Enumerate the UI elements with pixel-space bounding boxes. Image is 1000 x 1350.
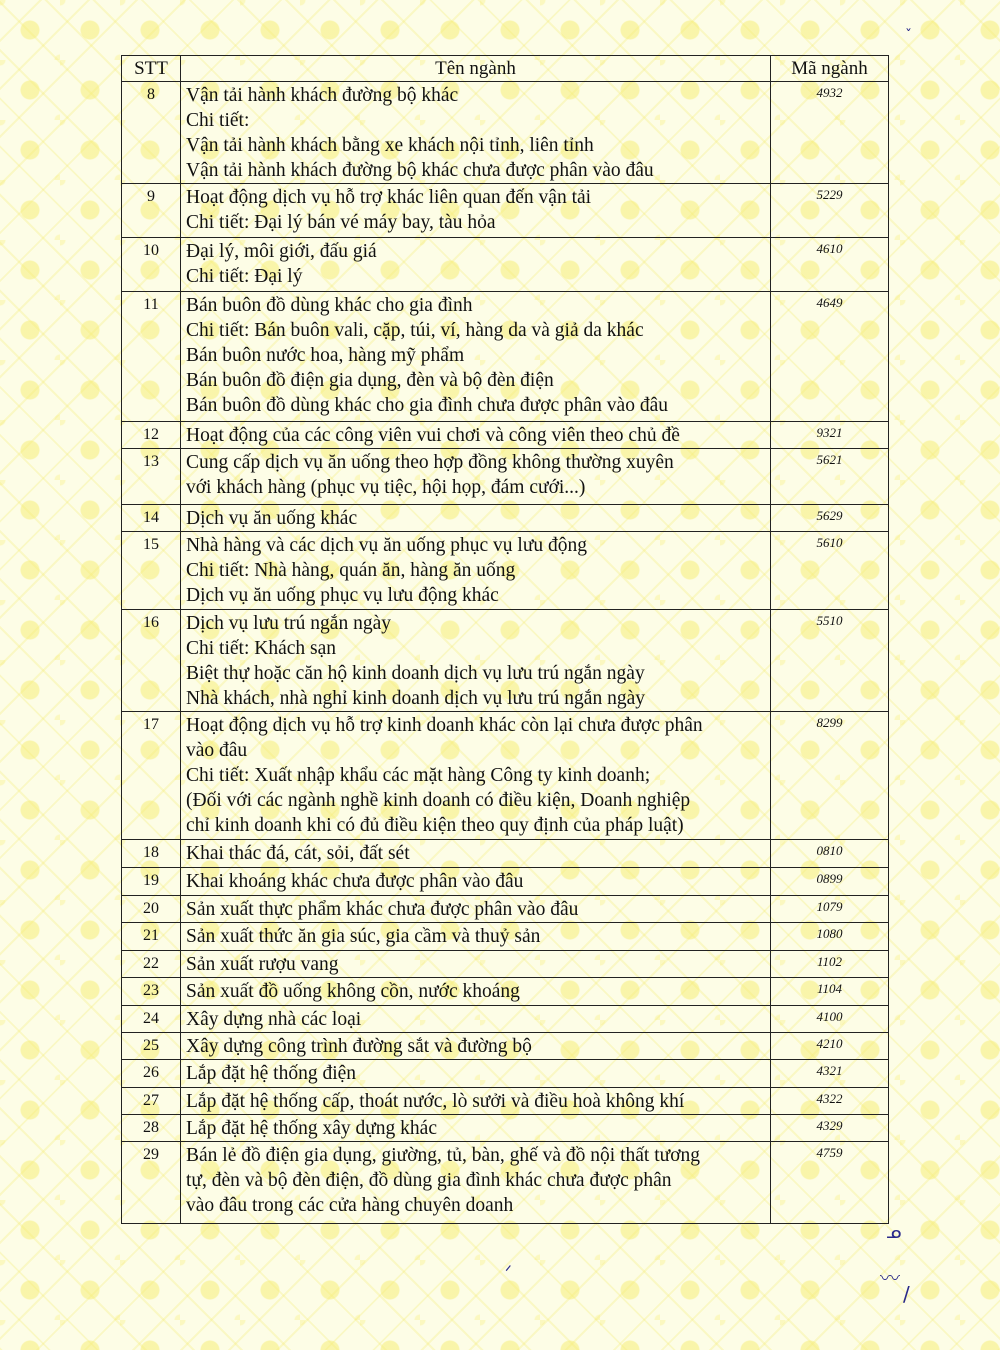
row-industry-code: 4759 [771, 1142, 889, 1224]
industry-name-line: Dịch vụ ăn uống khác [186, 508, 358, 529]
row-industry-code: 4321 [771, 1060, 889, 1088]
row-industry-code: 4932 [771, 82, 889, 184]
industry-name-line: Biệt thự hoặc căn hộ kinh doanh dịch vụ lưu trú ngắn ngày [186, 663, 645, 684]
pen-mark-bottom-center: ᐟ [505, 1262, 512, 1281]
table-row [122, 1142, 889, 1224]
row-industry-code: 5610 [771, 532, 889, 610]
row-industry-name [181, 951, 771, 978]
industry-name-line: Khai khoáng khác chưa được phân vào đâu [186, 871, 524, 892]
industry-name-line: Chi tiết: Khách sạn [186, 638, 337, 659]
industry-name-line: Xây dựng công trình đường sắt và đường bộ [186, 1036, 532, 1057]
industry-name-line: Bán buôn nước hoa, hàng mỹ phẩm [186, 345, 465, 366]
row-stt: 26 [122, 1060, 181, 1088]
row-industry-code: 4100 [771, 1006, 889, 1033]
row-industry-code: 9321 [771, 422, 889, 449]
row-stt: 12 [122, 422, 181, 449]
industry-name-line: Sản xuất thức ăn gia súc, gia cầm và thuỷ sản [186, 926, 541, 947]
industry-name-line: Sản xuất rượu vang [186, 954, 339, 975]
industry-name-line: vào đâu trong các cửa hàng chuyên doanh [186, 1195, 514, 1216]
row-stt: 19 [122, 868, 181, 896]
row-stt: 27 [122, 1088, 181, 1115]
industry-name-line: Vận tải hành khách bằng xe khách nội tỉnh, liên tỉnh [186, 135, 594, 156]
table-row [122, 184, 889, 238]
industry-name-line: Chi tiết: Nhà hàng, quán ăn, hàng ăn uống [186, 560, 516, 581]
row-stt: 11 [122, 292, 181, 422]
row-industry-name [181, 184, 771, 238]
industry-name-line: Xây dựng nhà các loại [186, 1009, 362, 1030]
table-body [122, 82, 889, 1224]
header-name: Tên ngành [181, 56, 771, 82]
row-industry-code: 5229 [771, 184, 889, 238]
row-industry-name [181, 1115, 771, 1142]
row-stt: 28 [122, 1115, 181, 1142]
table-row [122, 422, 889, 449]
row-industry-name [181, 1006, 771, 1033]
row-industry-code: 5629 [771, 505, 889, 532]
row-industry-code: 0899 [771, 868, 889, 896]
table-row [122, 1088, 889, 1115]
pen-mark-bottom-right-1: ᓄ [886, 1222, 902, 1243]
row-industry-name [181, 82, 771, 184]
row-industry-name [181, 896, 771, 923]
row-industry-name [181, 840, 771, 868]
industry-name-line: Nhà hàng và các dịch vụ ăn uống phục vụ lưu động [186, 535, 588, 556]
row-industry-name [181, 422, 771, 449]
row-industry-name [181, 978, 771, 1006]
table-row [122, 896, 889, 923]
row-stt: 25 [122, 1033, 181, 1060]
row-industry-code: 4329 [771, 1115, 889, 1142]
table-row [122, 840, 889, 868]
row-stt: 29 [122, 1142, 181, 1224]
pen-mark-top-right: ˇ [905, 28, 912, 44]
industry-name-line: Chi tiết: Xuất nhập khẩu các mặt hàng Công ty kinh doanh; [186, 765, 651, 786]
pen-mark-bottom-right-2: 〰 [880, 1266, 900, 1290]
row-industry-code: 1080 [771, 923, 889, 951]
industry-name-line: Vận tải hành khách đường bộ khác [186, 85, 459, 106]
row-industry-name [181, 1142, 771, 1224]
industry-name-line: Hoạt động dịch vụ hỗ trợ khác liên quan đến vận tải [186, 187, 592, 208]
row-industry-code: 5510 [771, 610, 889, 712]
row-industry-name [181, 1033, 771, 1060]
row-industry-name [181, 868, 771, 896]
industry-name-line: Hoạt động dịch vụ hỗ trợ kinh doanh khác còn lại chưa được phân [186, 715, 703, 736]
row-industry-code: 5621 [771, 449, 889, 505]
row-industry-name [181, 449, 771, 505]
industry-name-line: (Đối với các ngành nghề kinh doanh có điều kiện, Doanh nghiệp [186, 790, 691, 811]
row-stt: 14 [122, 505, 181, 532]
industry-name-line: Đại lý, môi giới, đấu giá [186, 241, 377, 262]
industry-name-line: Lắp đặt hệ thống cấp, thoát nước, lò sưởi và điều hoà không khí [186, 1091, 685, 1112]
industry-name-line: Chi tiết: Bán buôn vali, cặp, túi, ví, hàng da và giả da khác [186, 320, 644, 341]
industry-name-line: Cung cấp dịch vụ ăn uống theo hợp đồng không thường xuyên [186, 452, 674, 473]
row-industry-code: 4649 [771, 292, 889, 422]
row-stt: 9 [122, 184, 181, 238]
industry-name-line: Chi tiết: [186, 110, 250, 131]
industry-name-line: vào đâu [186, 740, 248, 761]
row-stt: 17 [122, 712, 181, 840]
row-stt: 15 [122, 532, 181, 610]
industry-name-line: chỉ kinh doanh khi có đủ điều kiện theo quy định của pháp luật) [186, 815, 684, 836]
table-row [122, 610, 889, 712]
row-stt: 18 [122, 840, 181, 868]
table-row [122, 449, 889, 505]
table-row [122, 978, 889, 1006]
row-industry-name [181, 505, 771, 532]
industry-name-line: Khai thác đá, cát, sỏi, đất sét [186, 843, 410, 864]
row-industry-code: 1079 [771, 896, 889, 923]
row-stt: 23 [122, 978, 181, 1006]
table-row [122, 923, 889, 951]
table-row [122, 532, 889, 610]
table-row [122, 1060, 889, 1088]
row-stt: 8 [122, 82, 181, 184]
row-industry-name [181, 238, 771, 292]
industry-name-line: với khách hàng (phục vụ tiệc, hội họp, đám cưới...) [186, 477, 586, 498]
row-industry-name [181, 923, 771, 951]
industry-name-line: Bán buôn đồ dùng khác cho gia đình [186, 295, 473, 316]
row-industry-code: 4610 [771, 238, 889, 292]
row-stt: 24 [122, 1006, 181, 1033]
row-stt: 13 [122, 449, 181, 505]
industry-name-line: Lắp đặt hệ thống xây dựng khác [186, 1118, 437, 1139]
row-stt: 20 [122, 896, 181, 923]
industry-name-line: Bán buôn đồ điện gia dụng, đèn và bộ đèn điện [186, 370, 554, 391]
industry-name-line: Nhà khách, nhà nghỉ kinh doanh dịch vụ lưu trú ngắn ngày [186, 688, 645, 709]
table-row [122, 1006, 889, 1033]
row-industry-code: 1102 [771, 951, 889, 978]
industry-name-line: tự, đèn và bộ đèn điện, đồ dùng gia đình khác chưa được phân [186, 1170, 672, 1191]
industry-name-line: Chi tiết: Đại lý bán vé máy bay, tàu hỏa [186, 212, 496, 233]
table-row [122, 238, 889, 292]
table-row [122, 1033, 889, 1060]
row-industry-name [181, 532, 771, 610]
table-row [122, 292, 889, 422]
industry-name-line: Sản xuất đồ uống không cồn, nước khoáng [186, 981, 520, 1002]
row-stt: 21 [122, 923, 181, 951]
industry-name-line: Bán buôn đồ dùng khác cho gia đình chưa được phân vào đâu [186, 395, 668, 416]
row-industry-code: 1104 [771, 978, 889, 1006]
table-row [122, 712, 889, 840]
header-code: Mã ngành [771, 56, 889, 82]
header-stt: STT [122, 56, 181, 82]
row-industry-name [181, 1088, 771, 1115]
industry-name-line: Chi tiết: Đại lý [186, 266, 303, 287]
industry-table [121, 55, 889, 1224]
table-header-row [122, 56, 889, 82]
industry-name-line: Sản xuất thực phẩm khác chưa được phân vào đâu [186, 899, 579, 920]
industry-name-line: Vận tải hành khách đường bộ khác chưa được phân vào đâu [186, 160, 654, 181]
row-industry-code: 0810 [771, 840, 889, 868]
row-industry-name [181, 1060, 771, 1088]
row-stt: 16 [122, 610, 181, 712]
row-industry-name [181, 712, 771, 840]
industry-name-line: Lắp đặt hệ thống điện [186, 1063, 357, 1084]
row-stt: 10 [122, 238, 181, 292]
industry-name-line: Dịch vụ ăn uống phục vụ lưu động khác [186, 585, 499, 606]
row-industry-code: 4322 [771, 1088, 889, 1115]
table-row [122, 505, 889, 532]
pen-mark-bottom-right-3: / [903, 1282, 910, 1306]
row-industry-code: 8299 [771, 712, 889, 840]
table-row [122, 82, 889, 184]
industry-name-line: Bán lẻ đồ điện gia dụng, giường, tủ, bàn, ghế và đồ nội thất tương [186, 1145, 701, 1166]
table-row [122, 1115, 889, 1142]
row-stt: 22 [122, 951, 181, 978]
row-industry-name [181, 292, 771, 422]
row-industry-name [181, 610, 771, 712]
table-row [122, 951, 889, 978]
industry-name-line: Dịch vụ lưu trú ngắn ngày [186, 613, 391, 634]
industry-name-line: Hoạt động của các công viên vui chơi và công viên theo chủ đề [186, 425, 680, 446]
table-row [122, 868, 889, 896]
row-industry-code: 4210 [771, 1033, 889, 1060]
